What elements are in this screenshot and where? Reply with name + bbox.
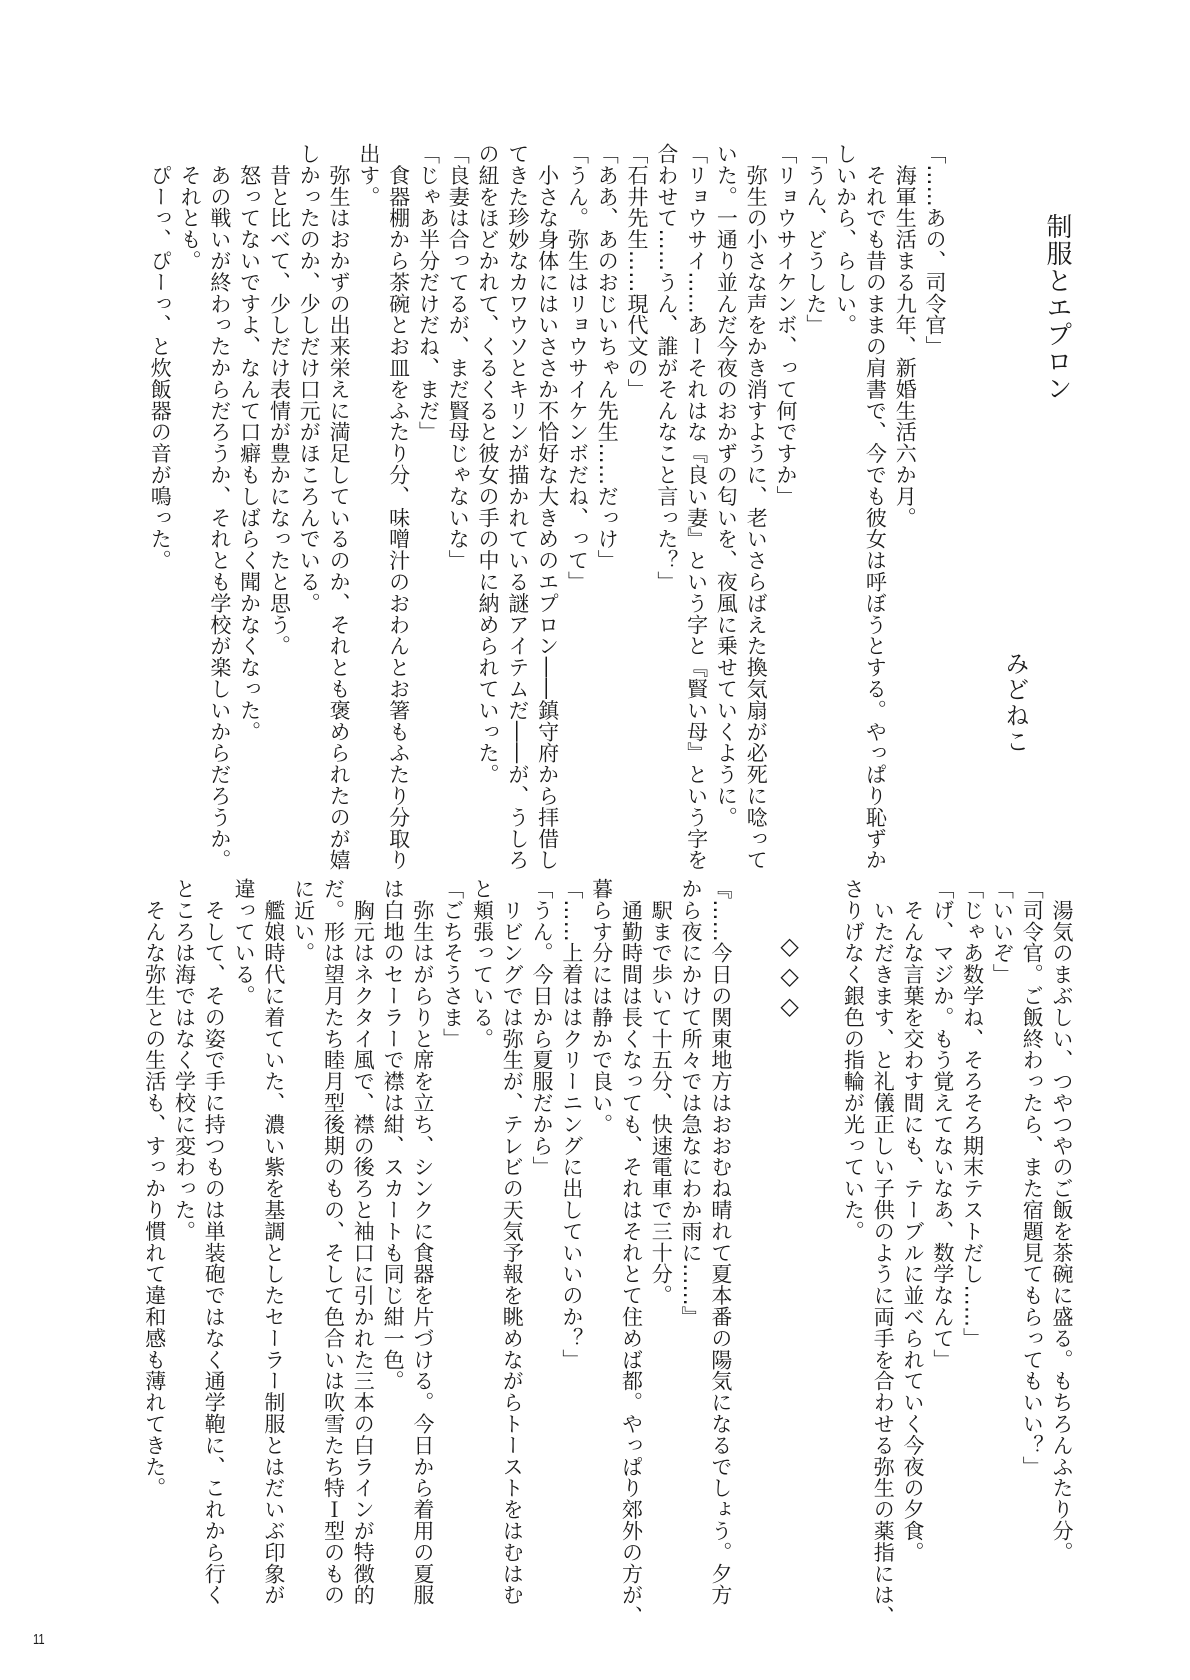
text-line: 怒ってないですよ、なんて口癖もしばらく聞かなくなった。	[237, 143, 262, 743]
text-line: 「いいぞ」	[990, 878, 1015, 985]
text-line: 暮らす分には静かで良い。	[589, 878, 614, 1135]
text-line: いただきます、と礼儀正しい子供のように両手を合わせる弥生の薬指には、	[871, 878, 896, 1627]
story-text-lower	[139, 878, 1076, 1627]
text-line: 湯気のまぶしい、つやつやのご飯を茶碗に盛る。もちろんふたり分。	[1050, 878, 1074, 1563]
text-line: 「リョウサイ……あーそれはな『良い妻』という字と『賢い母』という字を	[684, 143, 709, 871]
text-line: 出す。	[356, 143, 381, 208]
story-title: 制服とエプロン	[1042, 213, 1072, 402]
text-line: 「ごちそうさま」	[440, 878, 465, 1050]
text-line: 海軍生活まる九年、新婚生活六か月。	[893, 143, 918, 529]
text-line: の紐をほどかれて、くるくると彼女の手の中に納められていった。	[476, 143, 501, 785]
text-line: 「良妻は合ってるが、まだ賢母じゃないな」	[446, 143, 471, 571]
text-line: 「うん。弥生はリョウサイケンボだね、って」	[565, 143, 590, 593]
text-line: は白地のセーラーで襟は紺、スカートも同じ紺一色。	[381, 878, 406, 1392]
text-line: 「司令官。ご飯終わったら、また宿題見てもらってもいい？」	[1020, 878, 1045, 1478]
text-line: 弥生の小さな声をかき消すように、老いさらばえた換気扇が必死に唸って	[744, 143, 769, 871]
text-line: さりげなく銀色の指輪が光っていた。	[841, 878, 866, 1242]
text-line: 違っている。	[232, 878, 257, 1007]
text-line: 「じゃあ半分だけだね、まだ」	[416, 143, 441, 443]
text-line: 小さな身体にはいささか不恰好な大きめのエプロン――鎮守府から拝借し	[535, 143, 560, 871]
text-line: 通勤時間は長くなっても、それはそれとて住めば都。やっぱり郊外の方が、	[619, 878, 644, 1627]
text-line: そんな弥生との生活も、すっかり慣れて違和感も薄れてきた。	[142, 878, 167, 1499]
page-number: 11	[33, 1631, 45, 1648]
text-line: 昔と比べて、少しだけ表情が豊かになったと思う。	[267, 143, 292, 657]
text-line: 弥生はおかずの出来栄えに満足しているのか、それとも褒められたのが嬉	[327, 143, 352, 871]
text-line: 「ああ、あのおじいちゃん先生……だっけ」	[595, 143, 620, 571]
text-line: 『……今日の関東地方はおおむね晴れて夏本番の陽気になるでしょう。夕方	[708, 878, 733, 1606]
text-line: 「リョウサイケンボ、って何ですか」	[774, 143, 799, 507]
text-line: と頬張っている。	[470, 878, 495, 1050]
text-line: 弥生はがらりと席を立ち、シンクに食器を片づける。今日から着用の夏服	[410, 878, 435, 1606]
text-line: だ。形は望月たち睦月型後期のもの、そして色合いは吹雪たち特Ｉ型のもの	[321, 878, 346, 1606]
text-line: そして、その姿で手に持つものは単装砲ではなく通学鞄に、これから行く	[202, 878, 227, 1606]
text-line: いた。一通り並んだ今夜のおかずの匂いを、夜風に乗せていくように。	[714, 143, 739, 828]
text-line: しいから、らしい。	[833, 143, 858, 336]
text-line: 食器棚から茶碗とお皿をふたり分、味噌汁のおわんとお箸もふたり分取り	[386, 143, 411, 871]
text-line: ところは海ではなく学校に変わった。	[172, 878, 197, 1242]
text-line: に近い。	[291, 878, 316, 964]
text-line: 駅まで歩いて十五分、快速電車で三十分。	[649, 878, 674, 1306]
text-line: それとも。	[178, 143, 203, 272]
text-line: 「石井先生……現代文の」	[625, 143, 650, 400]
text-line: から夜にかけて所々では急なにわか雨に……』	[679, 878, 704, 1328]
story-text-upper	[144, 143, 949, 871]
text-line: リビングでは弥生が、テレビの天気予報を眺めながらトーストをはむはむ	[500, 878, 525, 1606]
author-name: みどねこ	[1001, 651, 1029, 755]
text-line: あの戦いが終わったからだろうか、それとも学校が楽しいからだろうか。	[207, 143, 232, 871]
text-line: 「じゃあ数学ね、そろそろ期末テストだし……」	[960, 878, 985, 1349]
text-line: 「……上着ははクリーニングに出していいのか？」	[559, 878, 584, 1371]
text-line: 「……あの、司令官」	[923, 143, 947, 357]
scene-break-separator: ◇◇◇	[775, 932, 804, 1022]
text-line: 「げ、マジか。もう覚えてないなあ、数学なんて」	[930, 878, 955, 1371]
text-line: てきた珍妙なカワウソとキリンが描かれている謎アイテムだ――が、うしろ	[505, 143, 530, 871]
text-line: ぴーっ、ぴーっ、と炊飯器の音が鳴った。	[148, 143, 173, 571]
text-line: 合わせて……うん、誰がそんなこと言った？」	[654, 143, 679, 593]
text-line: 「うん、どうした」	[803, 143, 828, 336]
text-line: そんな言葉を交わす間にも、テーブルに並べられていく今夜の夕食。	[901, 878, 926, 1563]
text-line: 艦娘時代に着ていた、濃い紫を基調としたセーラー制服とはだいぶ印象が	[261, 878, 286, 1606]
text-line: 「うん。今日から夏服だから」	[530, 878, 555, 1178]
text-line: 胸元はネクタイ風で、襟の後ろと袖口に引かれた三本の白ラインが特徴的	[351, 878, 376, 1606]
text-line: しかったのか、少しだけ口元がほころんでいる。	[297, 143, 322, 614]
text-line: それでも昔のままの肩書で、今でも彼女は呼ぼうとする。やっぱり恥ずか	[863, 143, 888, 871]
